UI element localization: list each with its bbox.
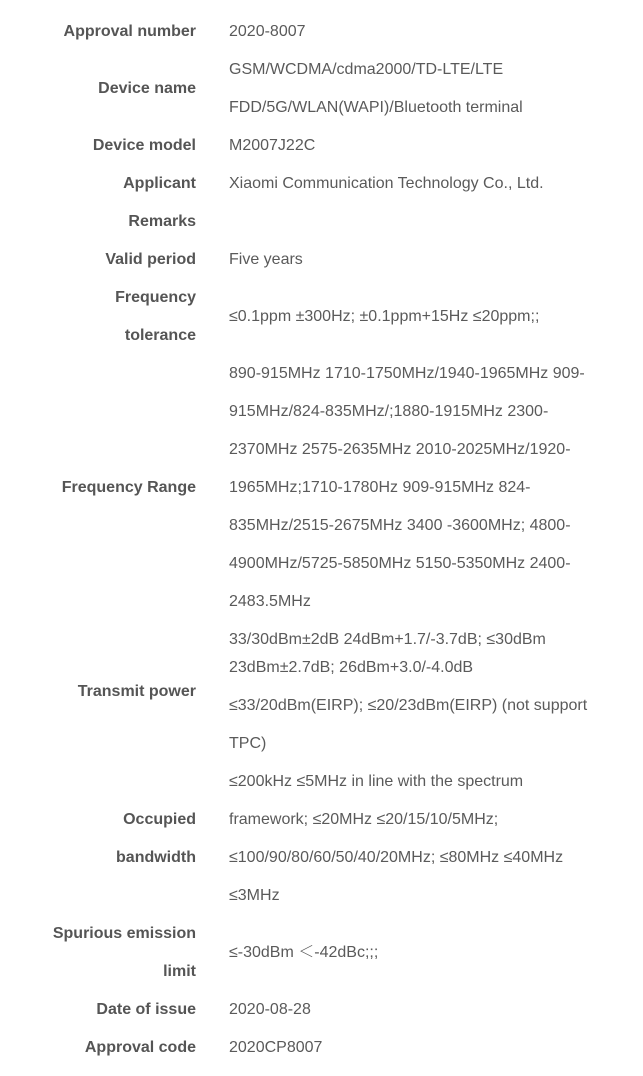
value-frequency-tolerance	[229, 298, 629, 336]
value-line: 1965MHz;1710-1780Hz 909-915MHz 824-	[229, 479, 531, 496]
label-line: bandwidth	[116, 849, 196, 866]
label-line: Spurious emission	[52, 925, 196, 942]
label-frequency-range: Frequency Range	[61, 479, 196, 496]
value-line: FDD/5G/WLAN(WAPI)/Bluetooth terminal	[229, 99, 523, 116]
value-line: TPC)	[229, 735, 267, 752]
value-line: ≤3MHz	[229, 887, 280, 904]
label-line: Occupied	[123, 811, 196, 828]
value-line: Five years	[229, 251, 303, 268]
row-remarks	[0, 203, 643, 241]
row-applicant	[0, 165, 643, 203]
value-line: 2020-08-28	[229, 1001, 311, 1018]
row-device-name	[0, 51, 643, 127]
label-valid-period: Valid period	[105, 251, 196, 268]
row-transmit-power	[0, 621, 643, 763]
value-line: ≤0.1ppm ±300Hz; ±0.1ppm+15Hz ≤20ppm;;	[229, 308, 540, 325]
value-line: 2370MHz 2575-2635MHz 2010-2025MHz/1920-	[229, 441, 571, 458]
row-occupied-bandwidth	[0, 763, 643, 915]
row-approval-code	[0, 1029, 643, 1067]
value-line: 2020-8007	[229, 23, 306, 40]
value-applicant	[229, 165, 629, 203]
value-line: framework; ≤20MHz ≤20/15/10/5MHz;	[229, 811, 499, 828]
value-date-of-issue	[229, 991, 629, 1029]
row-device-model	[0, 127, 643, 165]
label-line: limit	[163, 963, 196, 980]
value-line: Xiaomi Communication Technology Co., Ltd.	[229, 175, 544, 192]
value-line: ≤100/90/80/60/50/40/20MHz; ≤80MHz ≤40MHz	[229, 849, 564, 866]
value-line: 2020CP8007	[229, 1039, 323, 1056]
value-line: 23dBm±2.7dB; 26dBm+3.0/-4.0dB	[229, 659, 474, 676]
value-device-model	[229, 127, 629, 165]
value-line: M2007J22C	[229, 137, 316, 154]
row-frequency-range	[0, 355, 643, 621]
label-date-of-issue: Date of issue	[96, 1001, 196, 1018]
value-line: ≤200kHz ≤5MHz in line with the spectrum	[229, 773, 524, 790]
value-transmit-power	[229, 621, 629, 763]
row-approval-number	[0, 13, 643, 51]
row-valid-period	[0, 241, 643, 279]
label-applicant: Applicant	[123, 175, 196, 192]
value-device-name	[229, 51, 629, 127]
value-occupied-bandwidth	[229, 763, 629, 915]
label-line: Frequency	[115, 289, 196, 306]
value-line: 4900MHz/5725-5850MHz 5150-5350MHz 2400-	[229, 555, 571, 572]
value-line: 33/30dBm±2dB 24dBm+1.7/-3.7dB; ≤30dBm	[229, 631, 546, 648]
value-valid-period	[229, 241, 629, 279]
label-approval-number: Approval number	[63, 23, 196, 40]
label-remarks: Remarks	[128, 213, 196, 230]
value-line: 835MHz/2515-2675MHz 3400 -3600MHz; 4800-	[229, 517, 571, 534]
label-spurious-emission-limit	[0, 915, 196, 991]
value-frequency-range	[229, 355, 629, 621]
label-device-model: Device model	[92, 137, 196, 154]
label-frequency-tolerance	[0, 279, 196, 355]
value-approval-code	[229, 1029, 629, 1067]
value-line: ≤33/20dBm(EIRP); ≤20/23dBm(EIRP) (not support	[229, 697, 588, 714]
value-spurious-emission-limit	[229, 934, 629, 972]
value-line: GSM/WCDMA/cdma2000/TD-LTE/LTE	[229, 61, 504, 78]
value-line: 890-915MHz 1710-1750MHz/1940-1965MHz 909-	[229, 365, 585, 382]
label-transmit-power: Transmit power	[77, 683, 196, 700]
row-date-of-issue	[0, 991, 643, 1029]
row-frequency-tolerance	[0, 279, 643, 355]
value-line: 915MHz/824-835MHz/;1880-1915MHz 2300-	[229, 403, 549, 420]
row-spurious-emission-limit	[0, 915, 643, 991]
value-tight-block	[229, 621, 629, 687]
value-approval-number	[229, 13, 629, 51]
value-line: 2483.5MHz	[229, 593, 311, 610]
label-device-name: Device name	[98, 80, 196, 97]
approval-spec-table	[0, 13, 643, 1067]
value-remarks	[229, 203, 629, 241]
label-occupied-bandwidth	[0, 801, 196, 877]
label-line: tolerance	[124, 327, 196, 344]
label-approval-code: Approval code	[84, 1039, 196, 1056]
value-line: ≤-30dBm ＜-42dBc;;;	[229, 944, 379, 961]
